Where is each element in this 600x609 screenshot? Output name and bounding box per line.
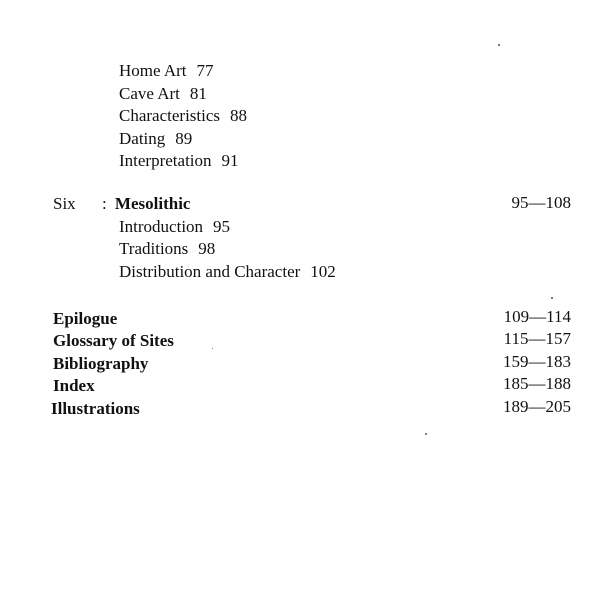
toc-entry-title: Characteristics [119,106,221,125]
toc-entry-page: 89 [175,129,193,148]
toc-entry-interpretation [119,151,239,171]
toc-entry-traditions [119,239,215,259]
toc-entry-page: 95 [213,217,231,236]
toc-entry-home-art [119,61,214,81]
toc-glossary-of-sites: Glossary of Sites [53,331,174,350]
scan-speck [212,348,213,349]
toc-entry-page: 77 [196,61,214,80]
toc-entry-cave-art [119,84,207,104]
toc-glossary-of-sites-pages: 115—157 [503,329,571,348]
toc-entry-title: Cave Art [119,84,180,103]
toc-entry-title: Traditions [119,239,189,258]
toc-bibliography: Bibliography [53,354,149,373]
toc-illustrations: Illustrations [51,399,140,418]
toc-entry-title: Home Art [119,61,187,80]
chapter-number: Six [53,194,76,213]
scan-speck [551,297,553,299]
toc-entry-distribution-and-character [119,262,336,282]
toc-entry-characteristics [119,106,247,126]
toc-entry-dating [119,129,192,149]
scan-speck [425,433,427,435]
toc-illustrations-pages: 189—205 [503,397,571,416]
chapter-six-pages: 95—108 [511,193,571,212]
toc-entry-title: Dating [119,129,166,148]
toc-entry-page: 102 [310,262,336,281]
toc-entry-title: Interpretation [119,151,212,170]
toc-entry-introduction [119,217,230,237]
toc-entry-page: 81 [189,84,207,103]
toc-entry-title: Distribution and Character [119,262,301,281]
chapter-title: Mesolithic [114,194,191,213]
chapter-six-heading [53,194,190,214]
toc-index-pages: 185—188 [503,374,571,393]
toc-entry-page: 98 [198,239,216,258]
toc-entry-title: Introduction [119,217,204,236]
toc-epilogue: Epilogue [53,309,118,328]
toc-epilogue-pages: 109—114 [503,307,571,326]
toc-bibliography-pages: 159—183 [503,352,571,371]
toc-index: Index [53,376,95,395]
scan-speck [498,44,500,46]
toc-entry-page: 88 [230,106,248,125]
chapter-separator: : [101,194,107,213]
toc-entry-page: 91 [221,151,239,170]
